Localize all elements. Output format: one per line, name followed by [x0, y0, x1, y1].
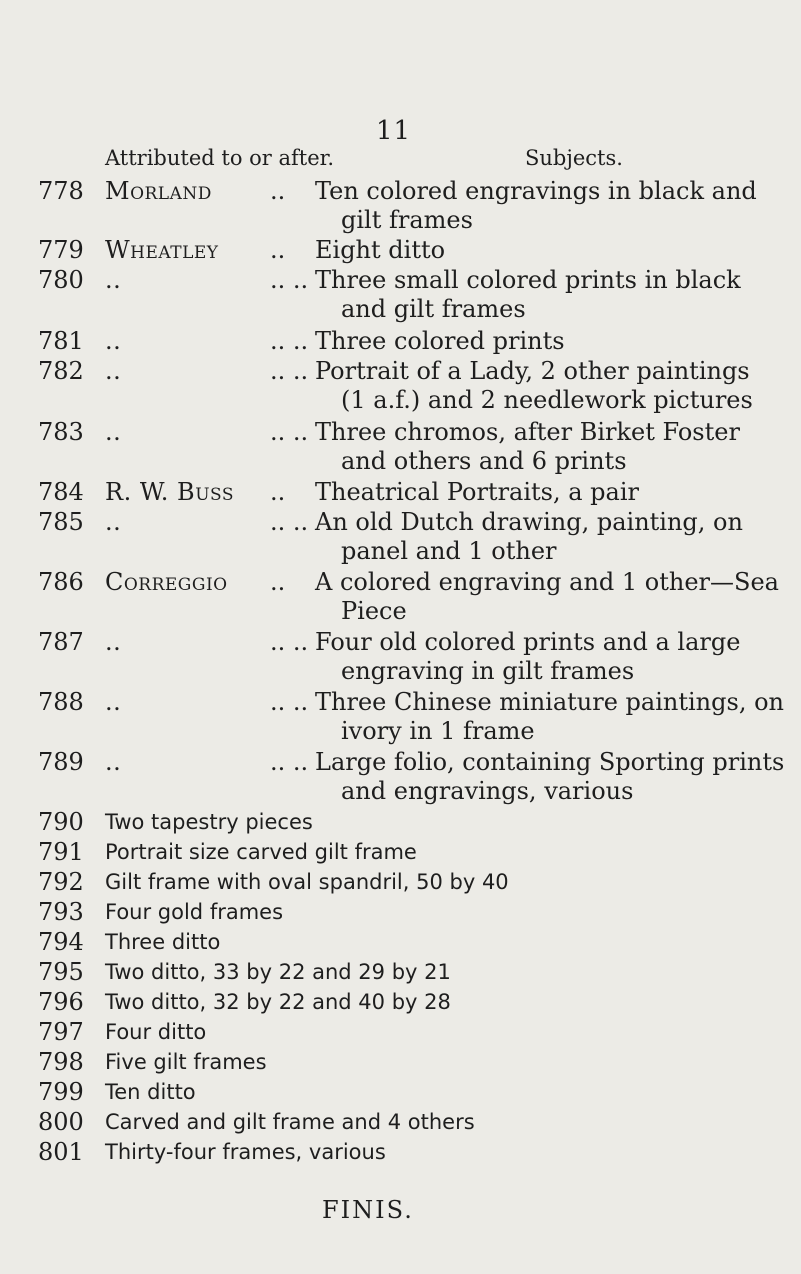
lot-description: Three Chinese miniature paintings, on ivory in 1 frame: [315, 688, 784, 745]
lot-artist: ..: [105, 748, 122, 776]
lot-description: Two tapestry pieces: [105, 810, 313, 834]
lot-leader: .. ..: [270, 688, 309, 716]
lot-number: 787: [38, 628, 84, 656]
lot-number: 788: [38, 688, 84, 716]
lot-leader: ..: [270, 568, 286, 596]
lot-leader: .. ..: [270, 748, 309, 776]
lot-leader: ..: [270, 236, 286, 264]
lot-artist: ..: [105, 508, 122, 536]
header-attributed: Attributed to or after.: [105, 146, 335, 170]
lot-number: 799: [38, 1078, 84, 1106]
lot-description: Thirty-four frames, various: [105, 1140, 386, 1164]
lot-number: 792: [38, 868, 84, 896]
lot-number: 779: [38, 236, 84, 264]
lot-artist: Wheatley: [105, 236, 219, 264]
lot-artist: R. W. Buss: [105, 478, 235, 506]
lot-description: Gilt frame with oval spandril, 50 by 40: [105, 870, 509, 894]
lot-number: 778: [38, 177, 84, 205]
lot-artist: ..: [105, 327, 122, 355]
lot-leader: .. ..: [270, 357, 309, 385]
header-subjects: Subjects.: [525, 146, 623, 170]
lot-number: 785: [38, 508, 84, 536]
lot-description: Four ditto: [105, 1020, 207, 1044]
lot-artist: ..: [105, 357, 122, 385]
lot-number: 797: [38, 1018, 84, 1046]
lot-description: A colored engraving and 1 other—Sea Piece: [315, 568, 779, 625]
lot-description: Two ditto, 32 by 22 and 40 by 28: [105, 990, 451, 1014]
lot-description: Large folio, containing Sporting prints and engravings, various: [315, 748, 785, 805]
lot-description: Portrait of a Lady, 2 other paintings (1 a.f.) and 2 needlework pictures: [315, 357, 753, 414]
lot-description: Portrait size carved gilt frame: [105, 840, 417, 864]
lot-leader: .. ..: [270, 508, 309, 536]
page-number: 11: [376, 116, 412, 146]
lot-number: 783: [38, 418, 84, 446]
lot-description: Four gold frames: [105, 900, 284, 924]
lot-leader: .. ..: [270, 327, 309, 355]
lot-artist: ..: [105, 418, 122, 446]
lot-leader: ..: [270, 177, 286, 205]
lot-description: Three small colored prints in black and gilt frames: [315, 266, 741, 323]
lot-artist: ..: [105, 628, 122, 656]
lot-number: 794: [38, 928, 84, 956]
lot-description: Three ditto: [105, 930, 221, 954]
lot-description: Three colored prints: [315, 327, 565, 355]
lot-artist: Correggio: [105, 568, 228, 596]
lot-description: Eight ditto: [315, 236, 446, 264]
lot-number: 789: [38, 748, 84, 776]
lot-number: 800: [38, 1108, 84, 1136]
lot-number: 784: [38, 478, 84, 506]
lot-description: Carved and gilt frame and 4 others: [105, 1110, 475, 1134]
lot-description: Two ditto, 33 by 22 and 29 by 21: [105, 960, 451, 984]
lot-number: 780: [38, 266, 84, 294]
lot-description: Five gilt frames: [105, 1050, 267, 1074]
lot-artist: ..: [105, 266, 122, 294]
lot-artist: Morland: [105, 177, 212, 205]
lot-number: 798: [38, 1048, 84, 1076]
lot-leader: .. ..: [270, 628, 309, 656]
finis-text: FINIS.: [322, 1196, 414, 1224]
lot-description: Three chromos, after Birket Foster and others and 6 prints: [315, 418, 740, 475]
lot-description: An old Dutch drawing, painting, on panel and 1 other: [315, 508, 743, 565]
lot-number: 801: [38, 1138, 84, 1166]
lot-leader: .. ..: [270, 418, 309, 446]
lot-number: 791: [38, 838, 84, 866]
lot-number: 782: [38, 357, 84, 385]
lot-description: Ten colored engravings in black and gilt frames: [315, 177, 757, 234]
lot-number: 781: [38, 327, 84, 355]
lot-description: Four old colored prints and a large engraving in gilt frames: [315, 628, 741, 685]
lot-description: Theatrical Portraits, a pair: [315, 478, 639, 506]
lot-artist: ..: [105, 688, 122, 716]
lot-leader: .. ..: [270, 266, 309, 294]
lot-number: 796: [38, 988, 84, 1016]
lot-number: 790: [38, 808, 84, 836]
lot-number: 786: [38, 568, 84, 596]
lot-number: 795: [38, 958, 84, 986]
lot-leader: ..: [270, 478, 286, 506]
lot-description: Ten ditto: [105, 1080, 196, 1104]
lot-number: 793: [38, 898, 84, 926]
